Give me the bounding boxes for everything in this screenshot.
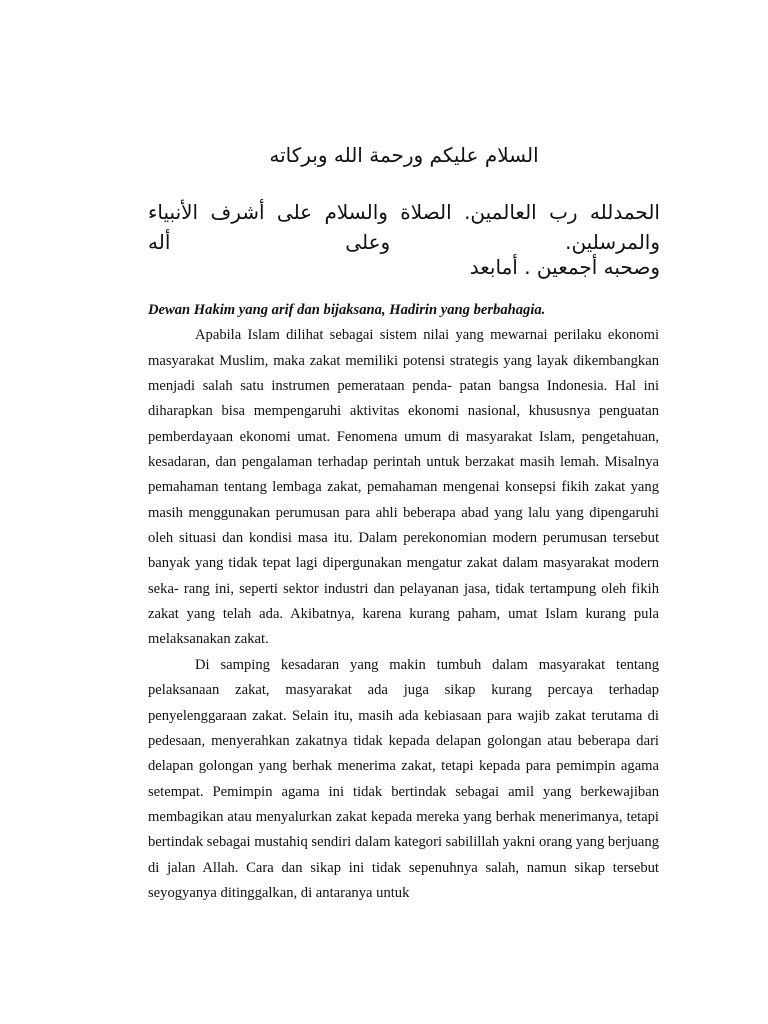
- paragraph-zakat-distribution: Di samping kesadaran yang makin tumbuh dalam masyarakat tentang pelaksanaan zakat, masyarakat ada juga sikap kurang percaya terhadap penyelenggaraan zakat. Selain itu, masih ada kebiasaan para wajib zakat terutama di pedesaan, menyerahkan zakatnya tidak kepada delapan golongan atau beberapa dari delapan golongan yang berhak menerima zakat, tetapi kepada para pemimpin agama setempat. Pemimpin agama ini tidak bertindak sebagai amil yang berkewajiban membagikan atau menyalurkan zakat kepada mereka yang berhak menerimanya, tetapi bertindak sebagai mustahiq sendiri dalam kategori sabilillah yakni orang yang berjuang di jalan Allah. Cara dan sikap ini tidak sepenuhnya salah, namun sikap tersebut seyogyanya ditinggalkan, di antaranya untuk: [148, 656, 659, 901]
- arabic-hamdalah-line-2: وصحبه أجمعين . أمابعد: [469, 255, 660, 279]
- arabic-hamdalah-line-1: الحمدلله رب العالمين. الصلاة والسلام على أشرف الأنبياء والمرسلين. وعلى أله: [148, 200, 660, 254]
- speech-body: [148, 298, 659, 906]
- arabic-salam-greeting: السلام عليكم ورحمة الله وبركاته: [269, 143, 539, 167]
- paragraph-zakat-potential: Apabila Islam dilihat sebagai sistem nilai yang mewarnai perilaku ekonomi masyarakat Muslim, maka zakat memiliki potensi strategis yang layak dikembangkan menjadi salah satu instrumen pemerataan penda- patan bangsa Indonesia. Hal ini diharapkan bisa mempengaruhi aktivitas ekonomi nasional, khususnya penguatan pemberdayaan ekonomi umat. Fenomena umum di masyarakat Islam, pengetahuan, kesadaran, dan pengalaman terhadap perintah untuk berzakat masih lemah. Misalnya pemahaman tentang lembaga zakat, pemahaman mengenai konsepsi fikih zakat yang masih menggunakan perumusan para ahli beberapa abad yang lalu yang dipengaruhi oleh situasi dan kondisi masa itu. Dalam perekonomian modern perumusan tersebut banyak yang tidak tepat lagi dipergunakan mengatur zakat dalam masyarakat modern seka- rang ini, seperti sektor industri dan pelayanan jasa, tidak tertampung oleh fikih zakat yang telah ada. Akibatnya, karena kurang paham, umat Islam kurang pula melaksanakan zakat.: [148, 327, 659, 648]
- audience-greeting: Dewan Hakim yang arif dan bijaksana, Hadirin yang berbahagia.: [148, 302, 546, 318]
